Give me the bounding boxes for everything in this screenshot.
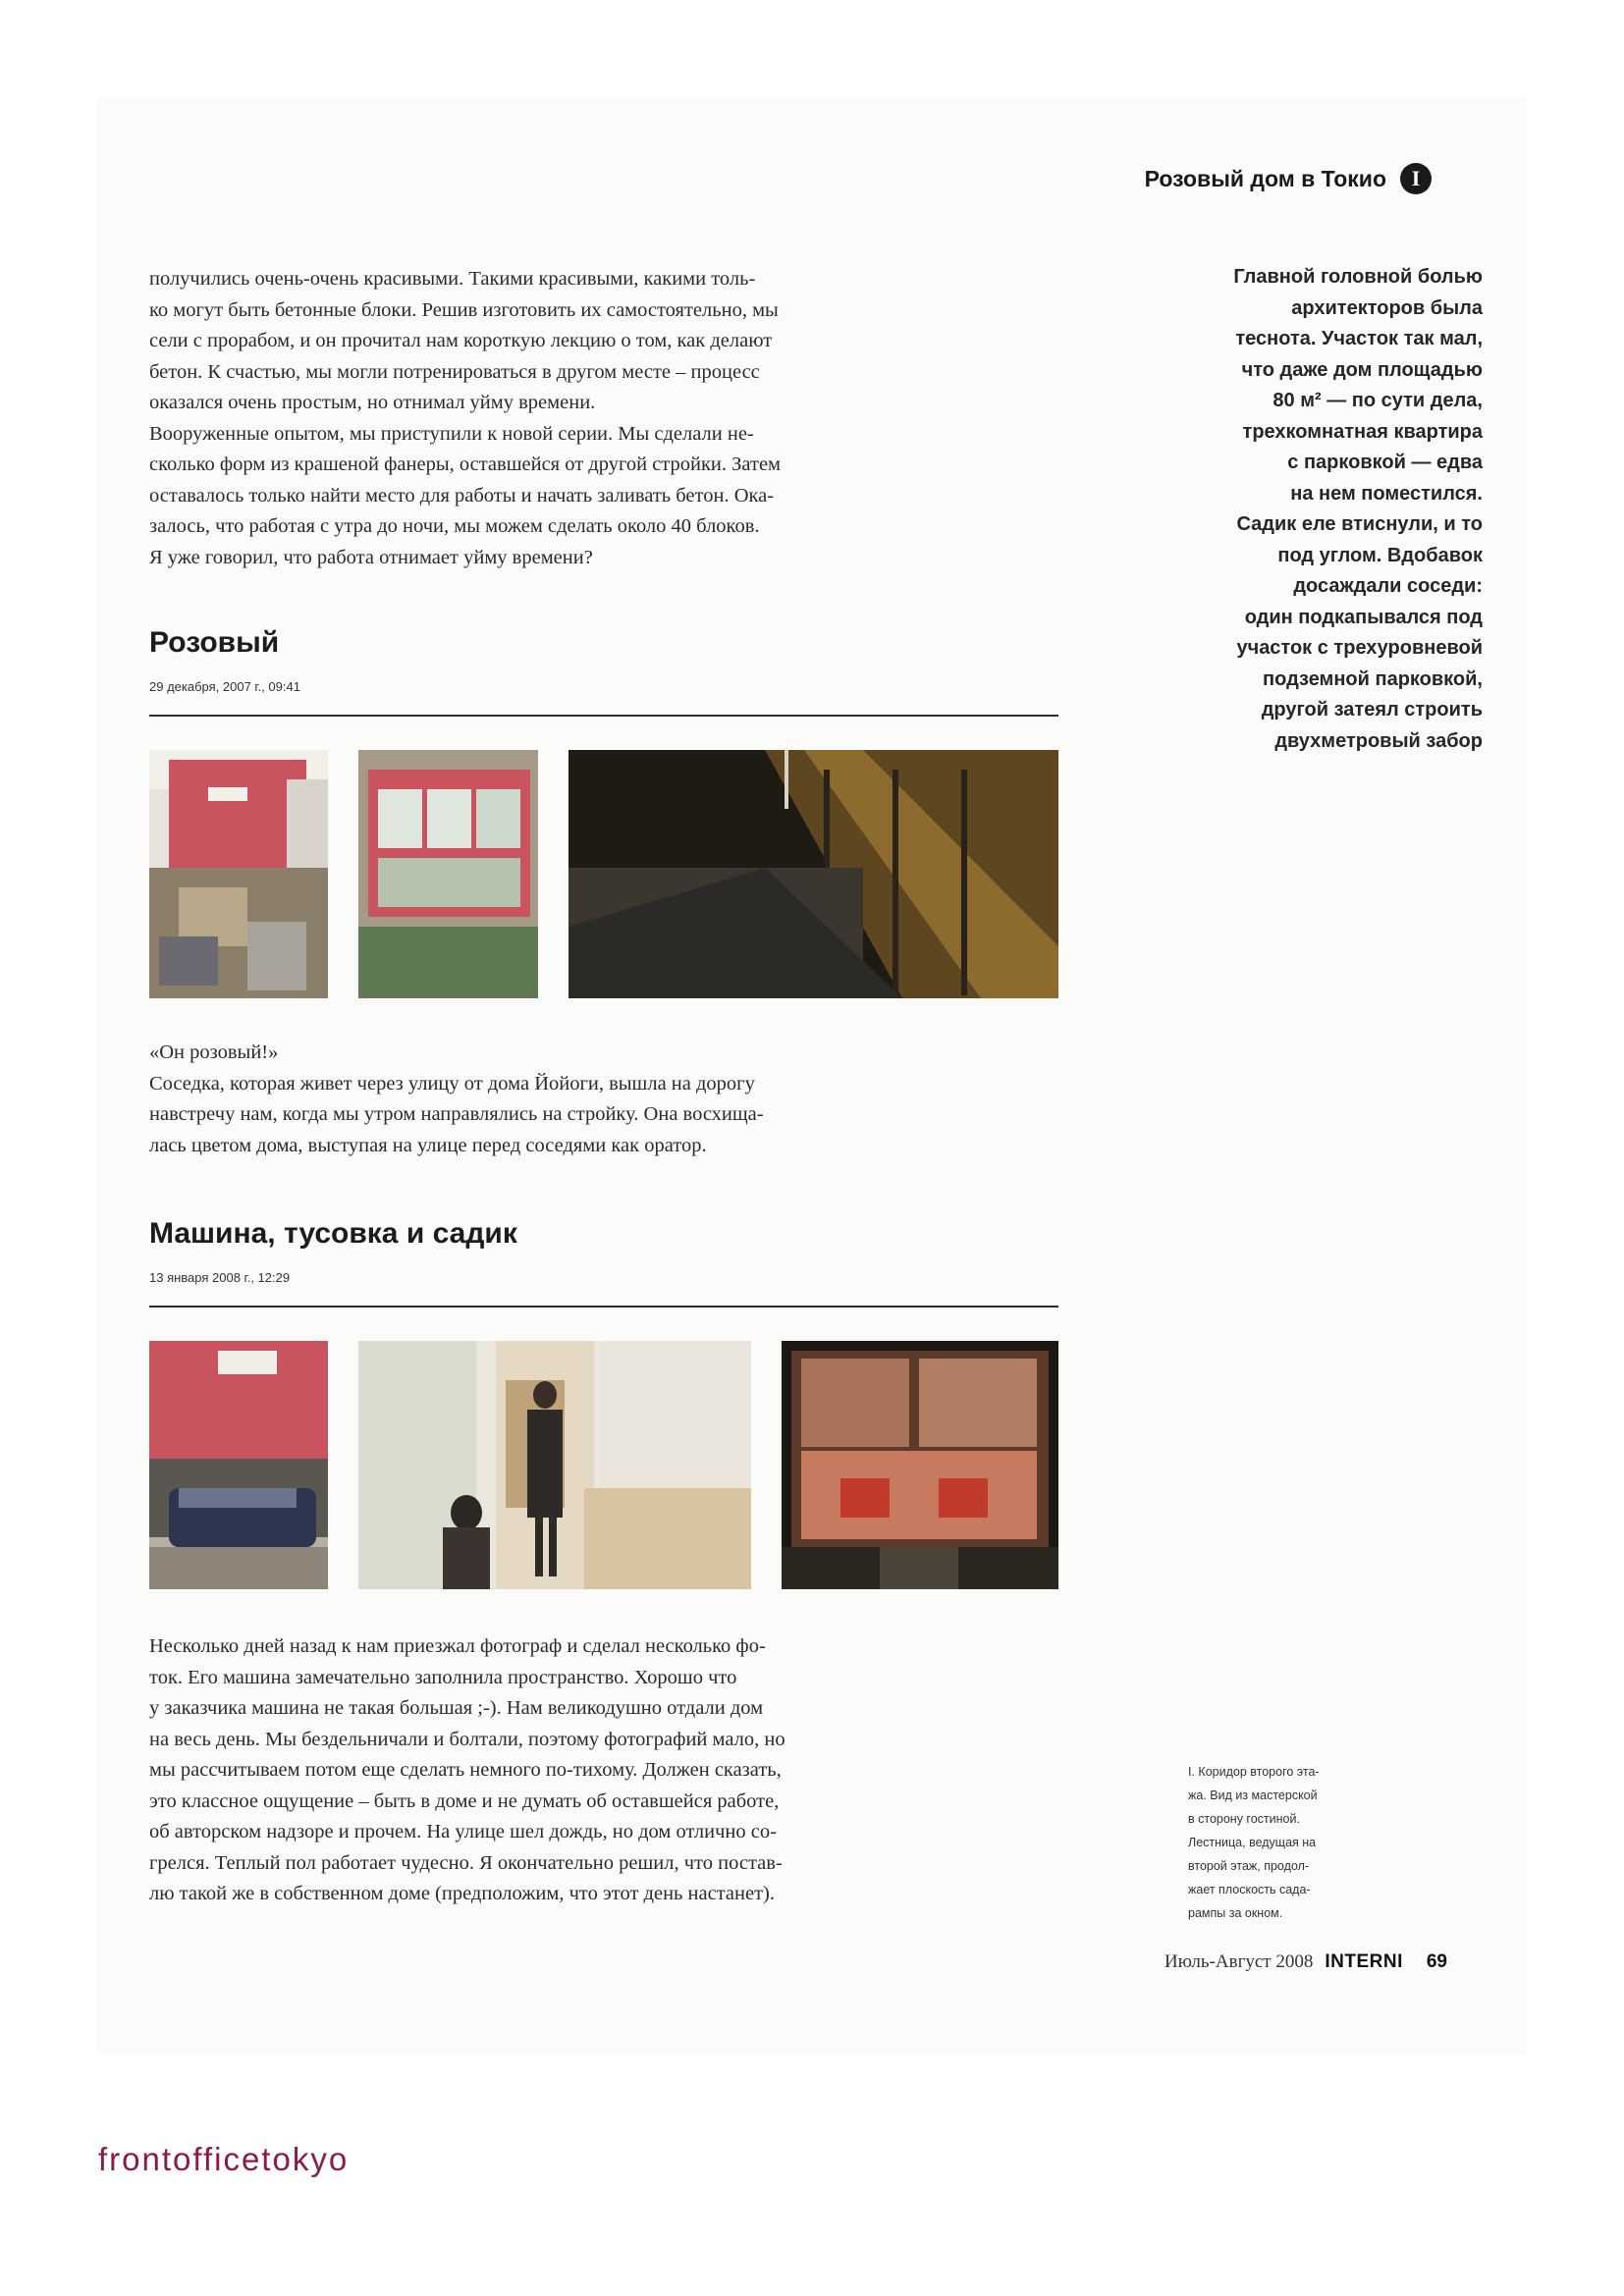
photo-night-window-corner [568,750,1058,998]
section-marker-icon: I [1400,163,1432,194]
pull-quote: Главной головной болью архитекторов была теснота. Участок так мал, что даже дом площадью 80 м² — по сути дела, трехкомнатная квартира с парковкой — едва на нем поместился. Садик еле втиснули, и то под углом. Вдобавок досаждали соседи: один подкапывался под участок с трехуровневой подземной парковкой, другой затеял строить двухметровый забор [1233,266,1483,752]
folio [1164,1951,1447,1973]
photo-pink-house-facade [358,750,538,998]
entry-2-title: Машина, тусовка и садик [149,1217,517,1250]
magazine-page [98,98,1526,2055]
folio-page-number: 69 [1426,1951,1447,1972]
running-head-title: Розовый дом в Токио [1144,165,1386,191]
entry-1-date: 29 декабря, 2007 г., 09:41 [149,679,300,694]
entry-2-body: Несколько дней назад к нам приезжал фотограф и сделал несколько фо- ток. Его машина замечательно заполнила пространство. Хорошо что у заказчика машина не такая большая ;-). Нам великодушно отдали дом на весь день. Мы бездельничали и болтали, поэтому фотографий мало, но мы рассчитываем потом еще сделать немного по-тихому. Должен сказать, это классное ощущение – быть в доме и не думать об оставшейся работе, об авторском надзоре и прочем. На улице шел дождь, но дом отлично со- грелся. Теплый пол работает чудесно. Я окончательно решил, что постав- лю такой же в собственном доме (предположим, что этот день настанет). [149,1635,785,1904]
entry-1-title: Розовый [149,626,280,659]
photo-pink-house-street [149,750,328,998]
entry-1-divider [149,715,1058,717]
photo-car-under-house [149,1341,328,1589]
folio-magazine: INTERNI [1325,1951,1403,1972]
entry-2-date: 13 января 2008 г., 12:29 [149,1270,291,1285]
folio-issue: Июль-Август 2008 [1164,1951,1314,1972]
entry-1-body: «Он розовый!» Соседка, которая живет через улицу от дома Йойоги, вышла на дорогу навстречу нам, когда мы утром направлялись на стройку. Она восхища- лась цветом дома, выступая на улице перед соседями как оратор. [149,1041,764,1156]
running-head [1145,163,1432,194]
intro-paragraph: получились очень-очень красивыми. Такими красивыми, какими толь- ко могут быть бетонные блоки. Решив изготовить их самостоятельно, мы сели с прорабом, и он прочитал нам короткую лекцию о том, как делают бетон. К счастью, мы могли потренироваться в другом месте – процесс оказался очень простым, но отнимал уйму времени. Вооруженные опытом, мы приступили к новой серии. Мы сделали не- сколько форм из крашеной фанеры, оставшейся от другой стройки. Затем оставалось только найти место для работы и начать заливать бетон. Ока- залось, что работая с утра до ночи, мы можем сделать около 40 блоков. Я уже говорил, что работа отнимает уйму времени? [149,268,782,568]
brand-footer: frontofficetokyo [98,2141,350,2177]
photo-caption: I. Коридор второго эта- жа. Вид из мастерской в сторону гостиной. Лестница, ведущая на второй этаж, продол- жает плоскость сада- рампы за окном. [1188,1765,1320,1920]
entry-2-divider [149,1306,1058,1308]
photo-corridor-people [358,1341,751,1589]
photo-living-room-night [782,1341,1058,1589]
